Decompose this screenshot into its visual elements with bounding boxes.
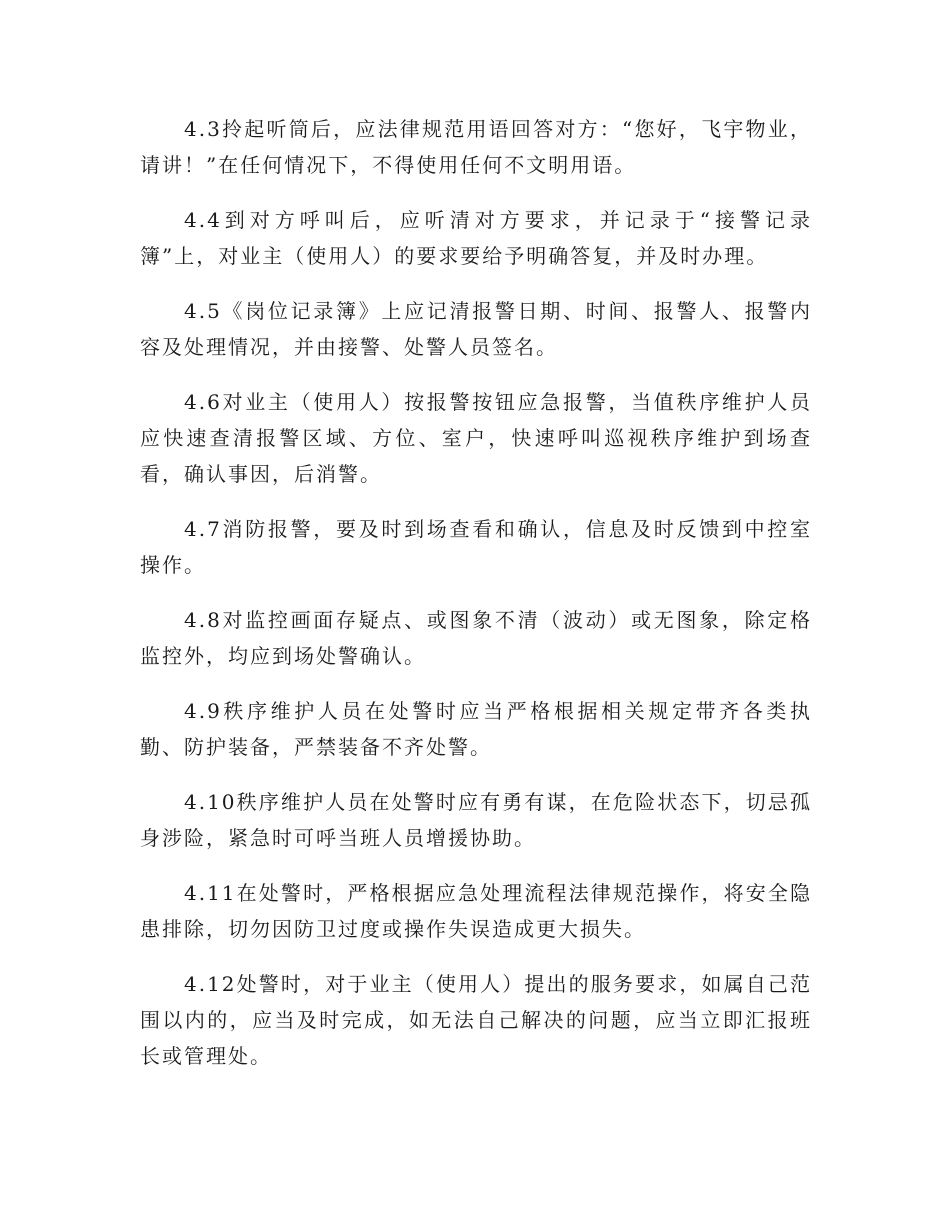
clause-4-8: 4.8对监控画面存疑点、或图象不清（波动）或无图象，除定格监控外，均应到场处警确认。 xyxy=(140,608,812,668)
clause-4-3: 4.3拎起听筒后，应法律规范用语回答对方：“您好，飞宇物业，请讲！”在任何情况下，不得使用任何不文明用语。 xyxy=(140,117,812,177)
clause-4-7: 4.7消防报警，要及时到场查看和确认，信息及时反馈到中控室操作。 xyxy=(140,517,812,577)
clause-4-5: 4.5《岗位记录簿》上应记清报警日期、时间、报警人、报警内容及处理情况，并由接警、处警人员签名。 xyxy=(140,299,812,359)
clause-4-10: 4.10秩序维护人员在处警时应有勇有谋，在危险状态下，切忌孤身涉险，紧急时可呼当班人员增援协助。 xyxy=(140,790,812,850)
clause-4-12: 4.12处警时，对于业主（使用人）提出的服务要求，如属自己范围以内的，应当及时完成，如无法自己解决的问题，应当立即汇报班长或管理处。 xyxy=(140,972,812,1068)
document-body xyxy=(140,111,812,1093)
clause-4-4: 4.4到对方呼叫后，应听清对方要求，并记录于“接警记录簿”上，对业主（使用人）的要求要给予明确答复，并及时办理。 xyxy=(140,208,812,268)
clause-4-11: 4.11在处警时，严格根据应急处理流程法律规范操作，将安全隐患排除，切勿因防卫过度或操作失误造成更大损失。 xyxy=(140,881,812,941)
clause-4-6: 4.6对业主（使用人）按报警按钮应急报警，当值秩序维护人员应快速查清报警区域、方位、室户，快速呼叫巡视秩序维护到场查看，确认事因，后消警。 xyxy=(140,390,812,486)
clause-4-9: 4.9秩序维护人员在处警时应当严格根据相关规定带齐各类执勤、防护装备，严禁装备不齐处警。 xyxy=(140,699,812,759)
